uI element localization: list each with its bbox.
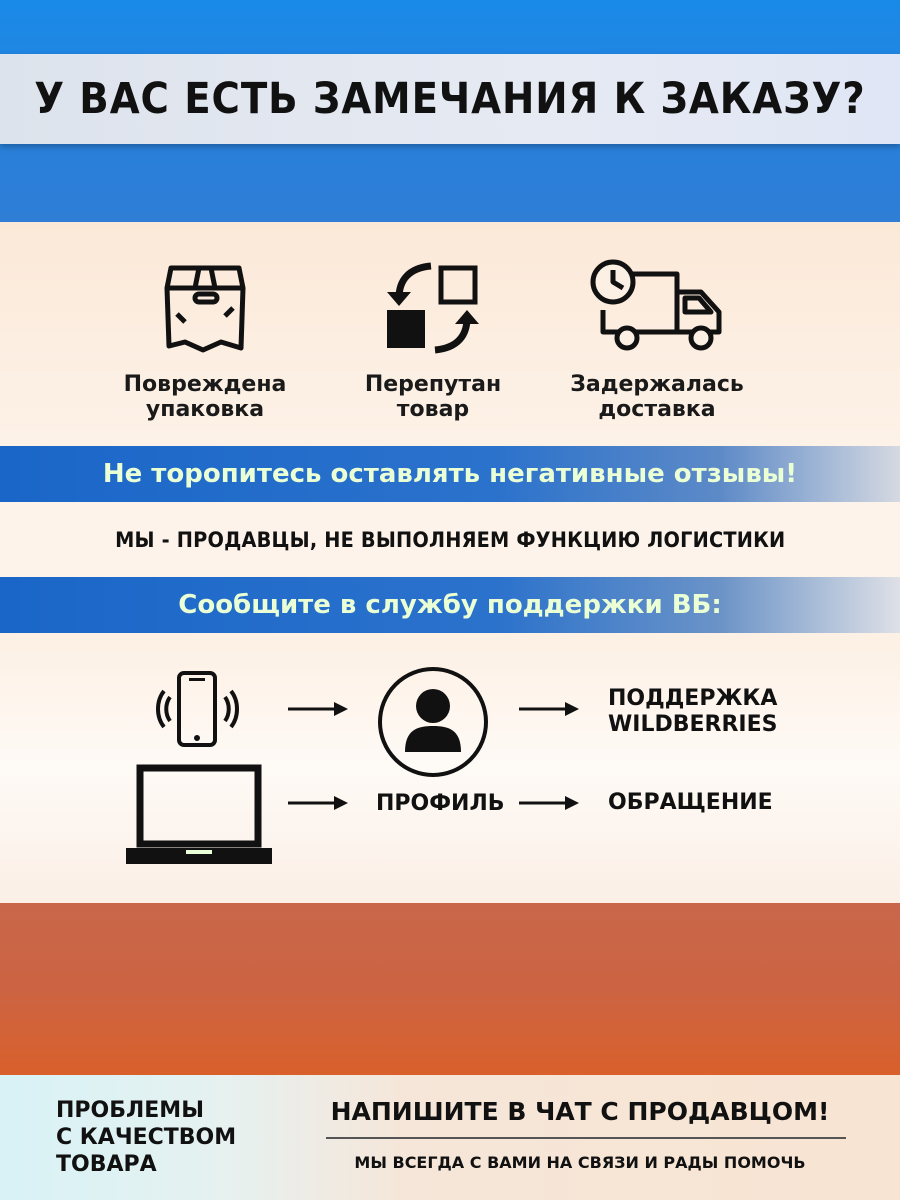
smartphone-icon bbox=[150, 669, 245, 751]
arrow-right-icon bbox=[288, 702, 350, 716]
footer bbox=[0, 1075, 900, 1200]
footer-chat-subtitle: МЫ ВСЕГДА С ВАМИ НА СВЯЗИ И РАДЫ ПОМОЧЬ bbox=[354, 1153, 806, 1172]
footer-quality-problems bbox=[56, 1097, 236, 1178]
footer-left-line2: С КАЧЕСТВОМ bbox=[56, 1125, 237, 1150]
damaged-box-icon bbox=[155, 258, 255, 358]
footer-divider bbox=[326, 1137, 846, 1139]
support-banner-text: Сообщите в службу поддержки ВБ: bbox=[178, 590, 722, 620]
user-profile-icon bbox=[374, 666, 492, 778]
problems-section bbox=[0, 222, 900, 446]
footer-chat-title: НАПИШИТЕ В ЧАТ С ПРОДАВЦОМ! bbox=[330, 1097, 830, 1126]
problem-label-2b: товар bbox=[396, 397, 470, 422]
problem-label-2a: Перепутан bbox=[364, 372, 502, 397]
problem-label-3a: Задержалась bbox=[570, 372, 744, 397]
warning-banner bbox=[0, 446, 900, 502]
title-strip bbox=[0, 54, 900, 144]
swap-icon bbox=[383, 258, 483, 358]
problem-late-delivery bbox=[537, 258, 777, 422]
footer-left-line1: ПРОБЛЕМЫ bbox=[56, 1098, 204, 1123]
problem-label-3b: доставка bbox=[598, 397, 716, 422]
seller-note-text: МЫ - ПРОДАВЦЫ, НЕ ВЫПОЛНЯЕМ ФУНКЦИЮ ЛОГИСТИКИ bbox=[114, 527, 786, 552]
warning-text: Не торопитесь оставлять негативные отзывы! bbox=[102, 459, 798, 489]
problem-label-1a: Повреждена bbox=[123, 372, 287, 397]
problem-wrong-item bbox=[313, 258, 553, 422]
support-label-line1: ПОДДЕРЖКА bbox=[608, 686, 778, 711]
page-title: У ВАС ЕСТЬ ЗАМЕЧАНИЯ К ЗАКАЗУ? bbox=[34, 74, 866, 124]
orange-band bbox=[0, 903, 900, 1075]
support-label-line2: WILDBERRIES bbox=[608, 712, 778, 737]
problem-damaged-packaging bbox=[85, 258, 325, 422]
steps-section bbox=[0, 633, 900, 903]
laptop-icon bbox=[124, 764, 274, 866]
seller-note bbox=[0, 502, 900, 577]
profile-label: ПРОФИЛЬ bbox=[376, 791, 505, 816]
delivery-truck-icon bbox=[587, 258, 727, 358]
footer-left-line3: ТОВАРА bbox=[56, 1152, 157, 1177]
request-label: ОБРАЩЕНИЕ bbox=[608, 790, 773, 815]
support-banner bbox=[0, 577, 900, 633]
problem-label-1b: упаковка bbox=[145, 397, 265, 422]
support-label bbox=[608, 686, 777, 738]
arrow-right-icon bbox=[519, 702, 581, 716]
arrow-right-icon bbox=[288, 796, 350, 810]
arrow-right-icon bbox=[519, 796, 581, 810]
